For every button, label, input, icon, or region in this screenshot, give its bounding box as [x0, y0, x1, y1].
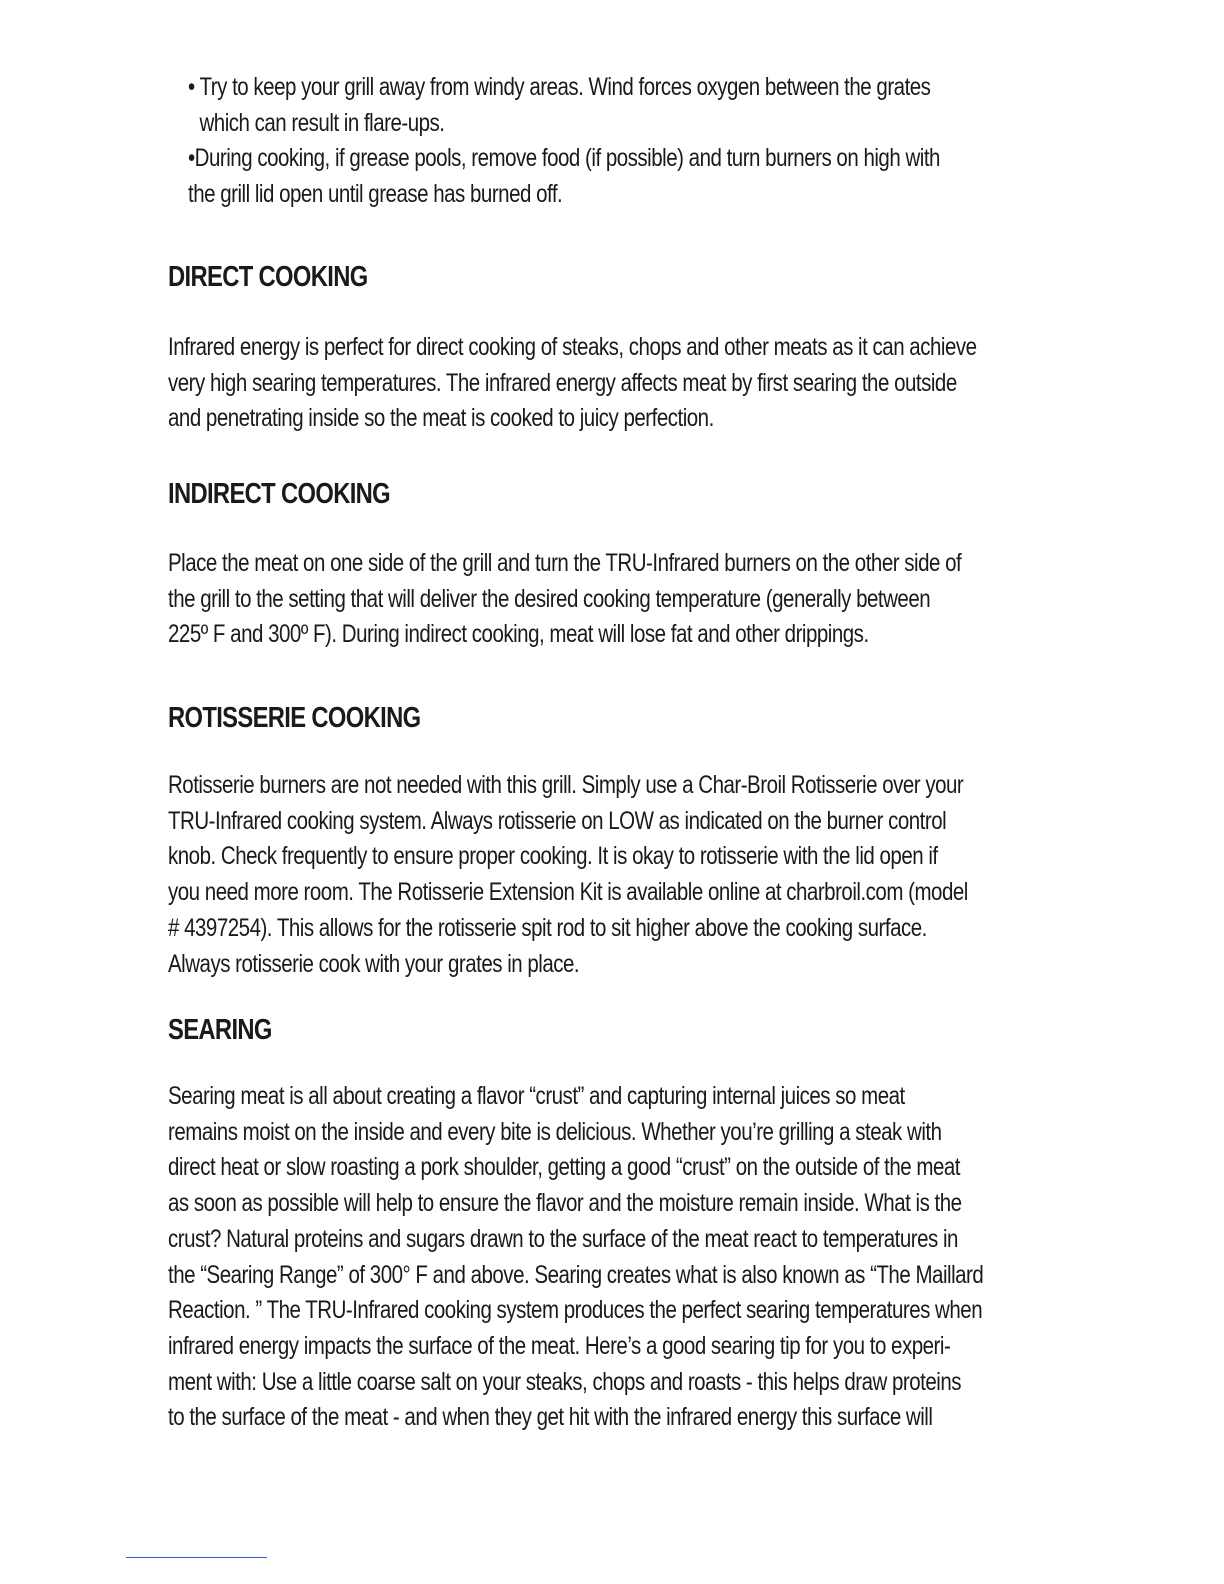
paragraph-line: very high searing temperatures. The infrared energy affects meat by first searing the outside [168, 368, 957, 397]
section-heading-direct-cooking: DIRECT COOKING [168, 261, 368, 293]
paragraph-line: Reaction. ” The TRU-Infrared cooking system produces the perfect searing temperatures when [168, 1296, 983, 1325]
paragraph-line: Rotisserie burners are not needed with this grill. Simply use a Char-Broil Rotisserie over your [168, 771, 964, 799]
paragraph-line: as soon as possible will help to ensure the flavor and the moisture remain inside. What is the [168, 1189, 962, 1218]
paragraph-line: Always rotisserie cook with your grates in place. [168, 949, 580, 978]
paragraph-line: knob. Check frequently to ensure proper cooking. It is okay to rotisserie with the lid open if [168, 842, 938, 871]
tips-bullet-list [188, 70, 1048, 212]
paragraph-line: ment with: Use a little coarse salt on your steaks, chops and roasts - this helps draw proteins [168, 1367, 962, 1396]
paragraph-line: # 4397254). This allows for the rotisserie spit rod to sit higher above the cooking surface. [168, 913, 927, 942]
paragraph-line: to the surface of the meat - and when they get hit with the infrared energy this surface will [168, 1403, 933, 1432]
section-body-indirect-cooking [168, 546, 1048, 653]
bullet-line: which can result in flare-ups. [199, 108, 445, 137]
paragraph-line: infrared energy impacts the surface of the meat. Here’s a good searing tip for you to experi- [168, 1331, 951, 1360]
paragraph-line: direct heat or slow roasting a pork shoulder, getting a good “crust” on the outside of the meat [168, 1153, 960, 1182]
paragraph-line: remains moist on the inside and every bite is delicious. Whether you’re grilling a steak with [168, 1117, 942, 1146]
paragraph-line: Searing meat is all about creating a flavor “crust” and capturing internal juices so meat [168, 1082, 905, 1110]
paragraph-line: Infrared energy is perfect for direct cooking of steaks, chops and other meats as it can achieve [168, 333, 977, 361]
section-body-rotisserie-cooking [168, 768, 1048, 982]
paragraph-line: you need more room. The Rotisserie Extension Kit is available online at charbroil.com (model [168, 878, 968, 907]
paragraph-line: TRU-Infrared cooking system. Always rotisserie on LOW as indicated on the burner control [168, 806, 947, 835]
bullet-line: •During cooking, if grease pools, remove food (if possible) and turn burners on high with [188, 144, 940, 172]
footnote-divider [126, 1557, 267, 1558]
section-body-searing [168, 1079, 1048, 1436]
section-heading-indirect-cooking: INDIRECT COOKING [168, 478, 391, 510]
paragraph-line: the “Searing Range” of 300° F and above. Searing creates what is also known as “The Maillard [168, 1260, 984, 1289]
bullet-line: the grill lid open until grease has burned off. [188, 179, 563, 208]
bullet-line: • Try to keep your grill away from windy areas. Wind forces oxygen between the grates [188, 73, 931, 101]
paragraph-line: and penetrating inside so the meat is cooked to juicy perfection. [168, 404, 714, 433]
section-heading-searing: SEARING [168, 1014, 272, 1046]
section-heading-rotisserie-cooking: ROTISSERIE COOKING [168, 702, 421, 734]
section-body-direct-cooking [168, 330, 1048, 437]
paragraph-line: 225º F and 300º F). During indirect cooking, meat will lose fat and other drippings. [168, 620, 869, 649]
paragraph-line: Place the meat on one side of the grill and turn the TRU-Infrared burners on the other side of [168, 549, 962, 577]
paragraph-line: the grill to the setting that will deliver the desired cooking temperature (generally between [168, 584, 931, 613]
paragraph-line: crust? Natural proteins and sugars drawn to the surface of the meat react to temperatures in [168, 1224, 958, 1253]
